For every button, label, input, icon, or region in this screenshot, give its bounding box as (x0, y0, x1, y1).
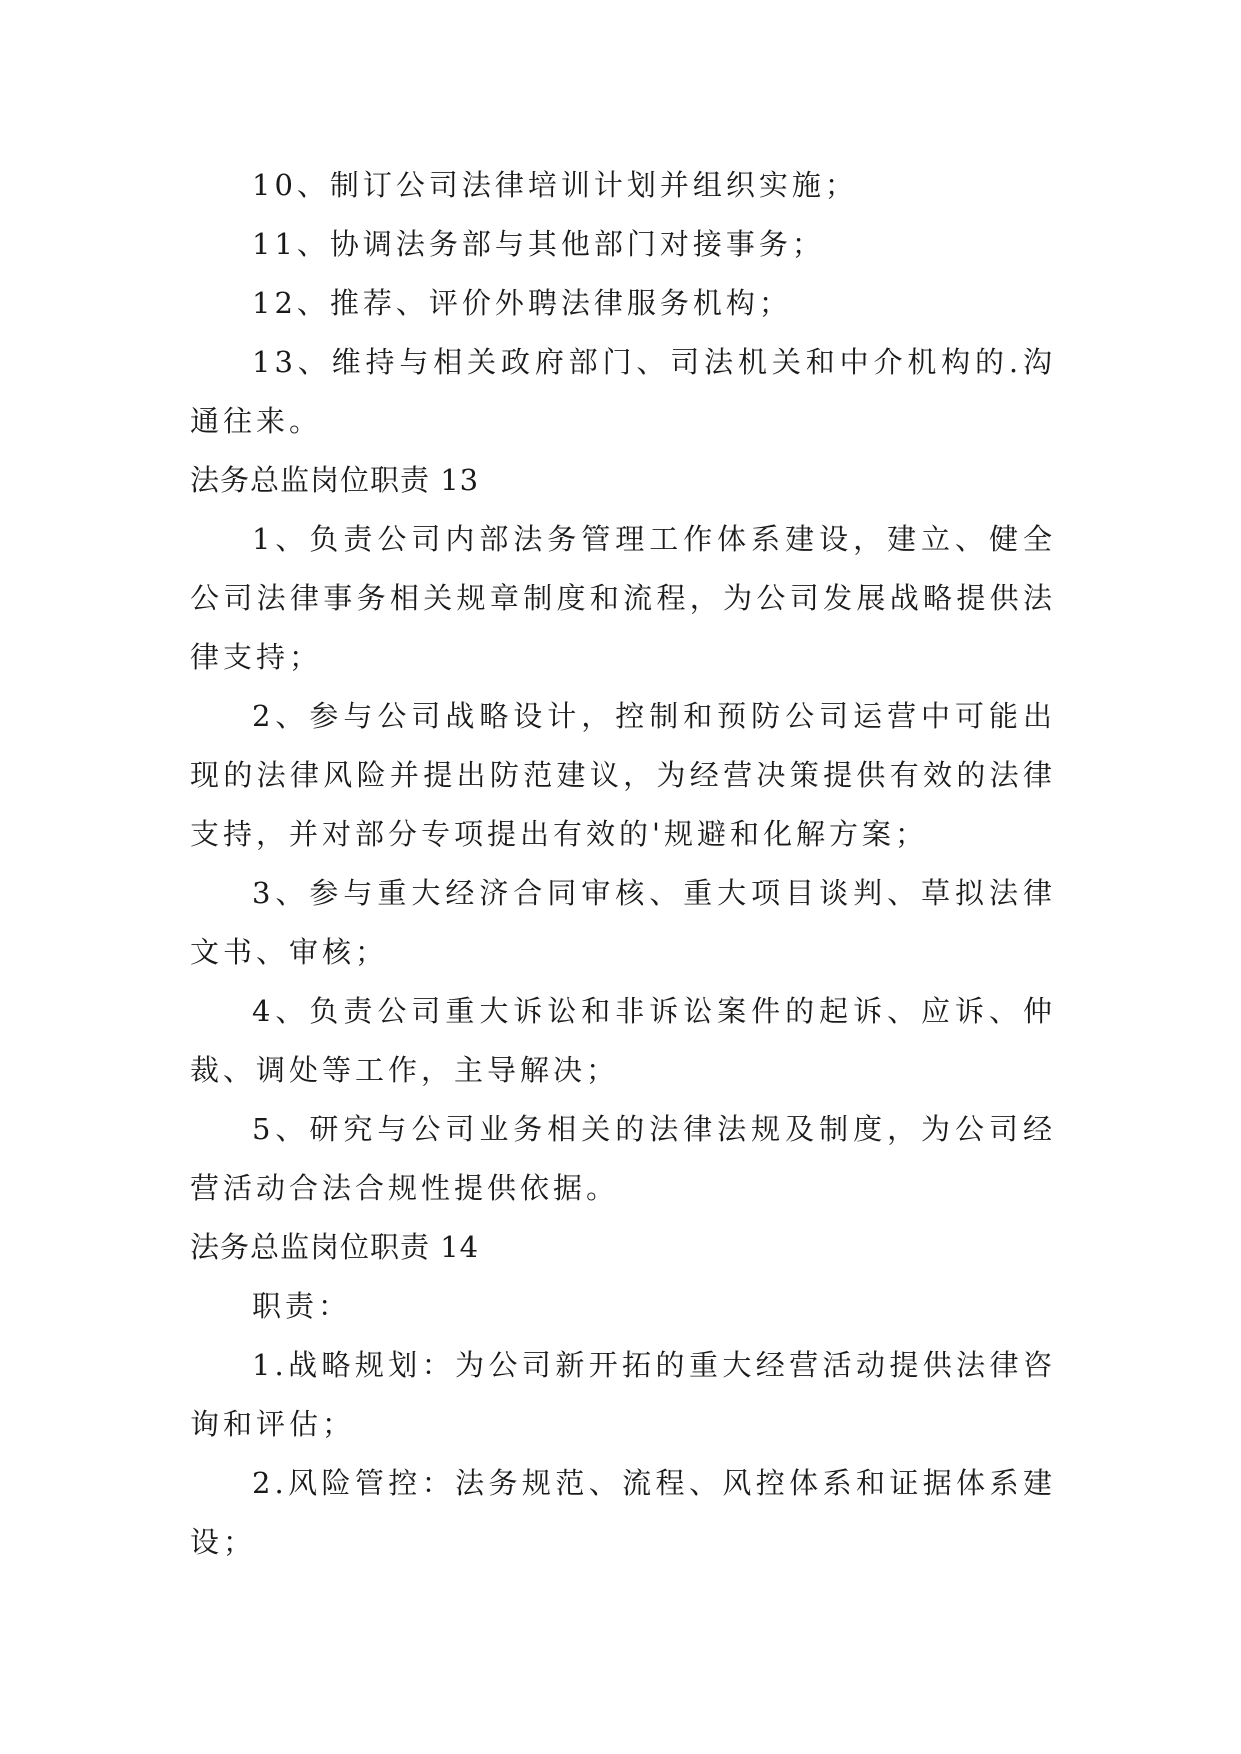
section13-item-4: 4、负责公司重大诉讼和非诉讼案件的起诉、应诉、仲裁、调处等工作，主导解决； (190, 994, 1056, 1087)
section13-item-3: 3、参与重大经济合同审核、重大项目谈判、草拟法律文书、审核； (190, 876, 1056, 969)
section14-item-2: 2.风险管控：法务规范、流程、风控体系和证据体系建设； (190, 1466, 1056, 1559)
section-heading-13: 法务总监岗位职责 13 (190, 463, 480, 497)
duty-item-10: 10、制订公司法律培训计划并组织实施； (252, 168, 858, 202)
section14-intro: 职责： (252, 1289, 352, 1323)
section13-item-1: 1、负责公司内部法务管理工作体系建设，建立、健全公司法律事务相关规章制度和流程，为公司发展战略提供法律支持； (190, 522, 1056, 674)
section13-item-2: 2、参与公司战略设计，控制和预防公司运营中可能出现的法律风险并提出防范建议，为经营决策提供有效的法律支持，并对部分专项提出有效的'规避和化解方案； (190, 699, 1056, 851)
section-heading-14: 法务总监岗位职责 14 (190, 1230, 480, 1264)
section14-item-1: 1.战略规划：为公司新开拓的重大经营活动提供法律咨询和评估； (190, 1348, 1056, 1441)
duty-item-12: 12、推荐、评价外聘法律服务机构； (252, 286, 792, 320)
document-body (190, 156, 1056, 1572)
duty-item-11: 11、协调法务部与其他部门对接事务； (252, 227, 825, 261)
section13-item-5: 5、研究与公司业务相关的法律法规及制度，为公司经营活动合法合规性提供依据。 (190, 1112, 1056, 1205)
duty-item-13: 13、维持与相关政府部门、司法机关和中介机构的.沟通往来。 (190, 345, 1056, 438)
